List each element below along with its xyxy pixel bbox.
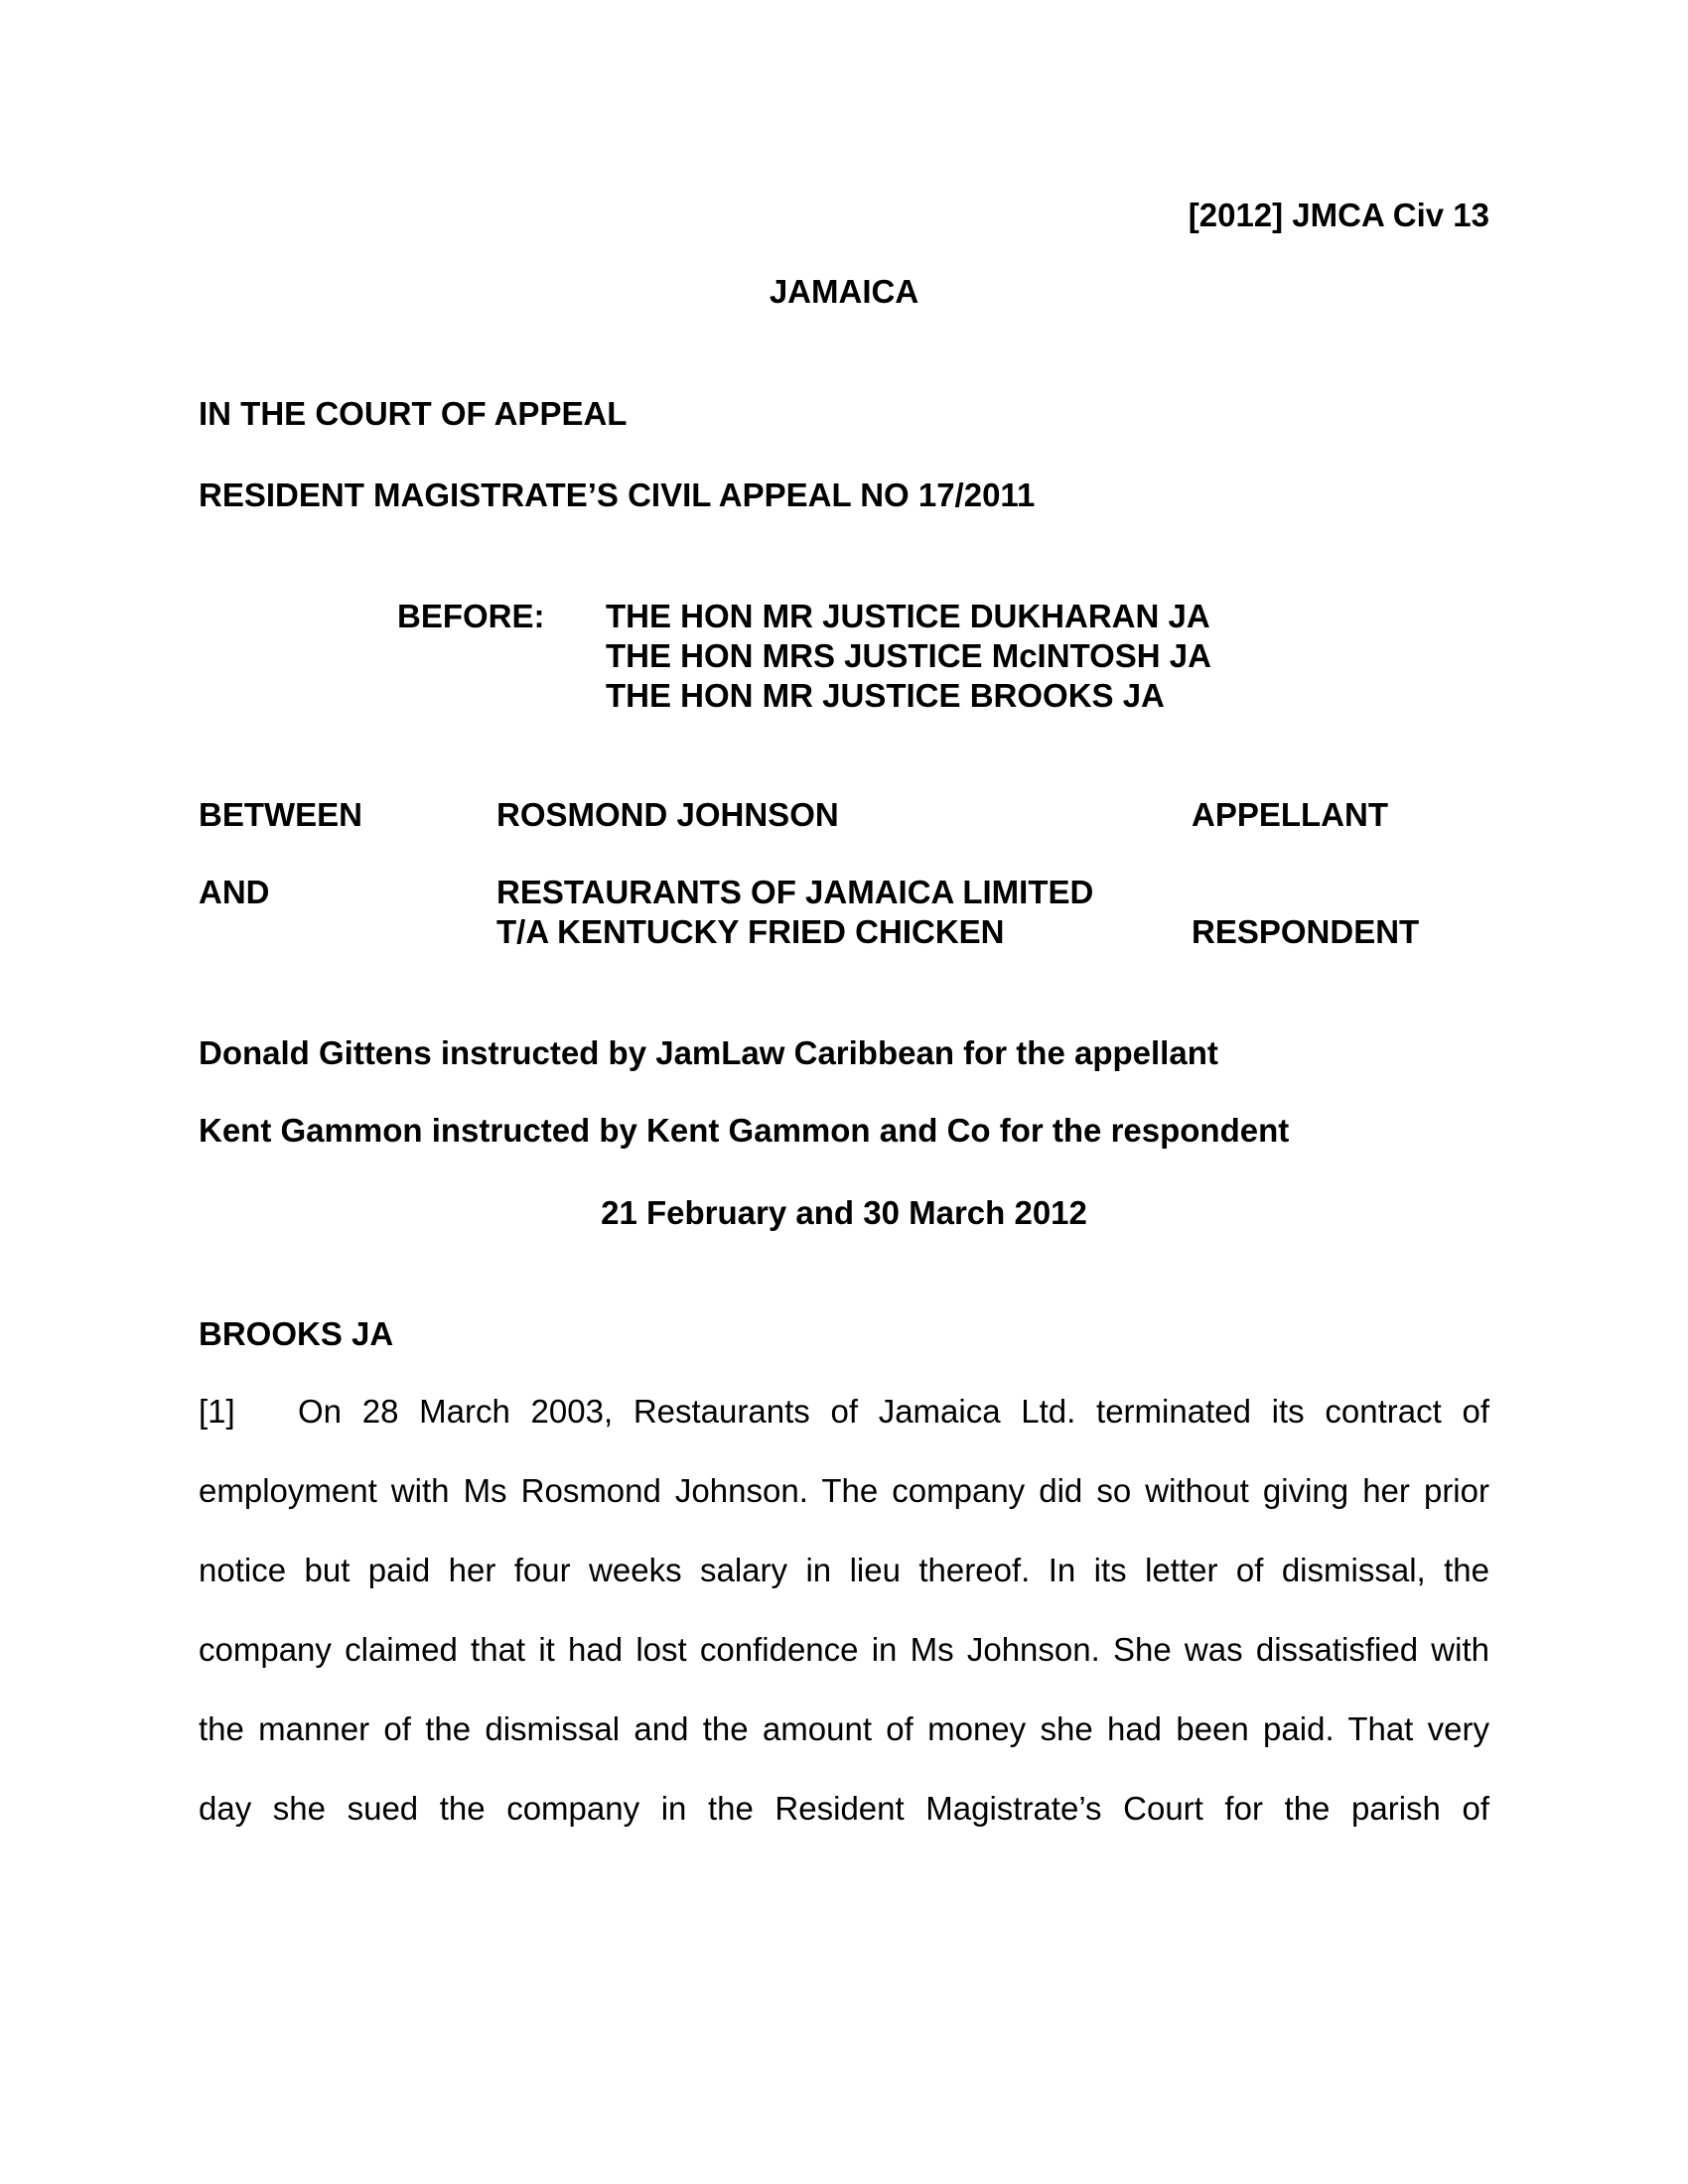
appellant-counsel: Donald Gittens instructed by JamLaw Caribbean for the appellant — [199, 1034, 1218, 1071]
appellant-role: APPELLANT — [1192, 796, 1388, 833]
appellant-row — [199, 795, 1489, 835]
justices-list — [606, 597, 1489, 716]
appeal-number-heading: RESIDENT MAGISTRATE’S CIVIL APPEAL NO 17/2011 — [199, 477, 1036, 513]
respondent-name-line: RESTAURANTS OF JAMAICA LIMITED — [496, 874, 1094, 910]
paragraph-1 — [199, 1392, 1489, 1829]
respondent-name — [496, 873, 1192, 952]
justice-line: THE HON MR JUSTICE BROOKS JA — [606, 677, 1165, 714]
citation: [2012] JMCA Civ 13 — [1188, 197, 1489, 233]
respondent-counsel: Kent Gammon instructed by Kent Gammon and Co for the respondent — [199, 1112, 1290, 1149]
court-heading: IN THE COURT OF APPEAL — [199, 395, 628, 432]
paragraph-number: [1] — [199, 1393, 235, 1430]
and-label: AND — [199, 874, 270, 910]
paragraph-line: notice but paid her four weeks salary in lieu thereof. In its letter of dismissal, the — [199, 1552, 1489, 1588]
hearing-dates: 21 February and 30 March 2012 — [601, 1194, 1087, 1231]
judge-heading: BROOKS JA — [199, 1315, 394, 1352]
paragraph-line: employment with Ms Rosmond Johnson. The company did so without giving her prior — [199, 1472, 1489, 1509]
respondent-role: RESPONDENT — [1192, 913, 1420, 950]
justice-line: THE HON MRS JUSTICE McINTOSH JA — [606, 637, 1211, 674]
country-heading: JAMAICA — [769, 273, 919, 310]
justice-line: THE HON MR JUSTICE DUKHARAN JA — [606, 598, 1210, 634]
paragraph-line: day she sued the company in the Resident Magistrate’s Court for the parish of — [199, 1790, 1489, 1827]
paragraph-line: the manner of the dismissal and the amount of money she had been paid. That very — [199, 1710, 1489, 1747]
paragraph-line — [199, 1392, 1489, 1432]
respondent-row — [199, 873, 1489, 952]
before-label: BEFORE: — [397, 598, 545, 634]
between-label: BETWEEN — [199, 796, 362, 833]
document-content — [199, 196, 1489, 1829]
appellant-name: ROSMOND JOHNSON — [496, 796, 839, 833]
respondent-name-line: T/A KENTUCKY FRIED CHICKEN — [496, 913, 1005, 950]
paragraph-line: company claimed that it had lost confidence in Ms Johnson. She was dissatisfied with — [199, 1631, 1489, 1668]
coram-block — [397, 597, 1489, 716]
paragraph-line-text: On 28 March 2003, Restaurants of Jamaica Ltd. terminated its contract of — [298, 1393, 1489, 1430]
